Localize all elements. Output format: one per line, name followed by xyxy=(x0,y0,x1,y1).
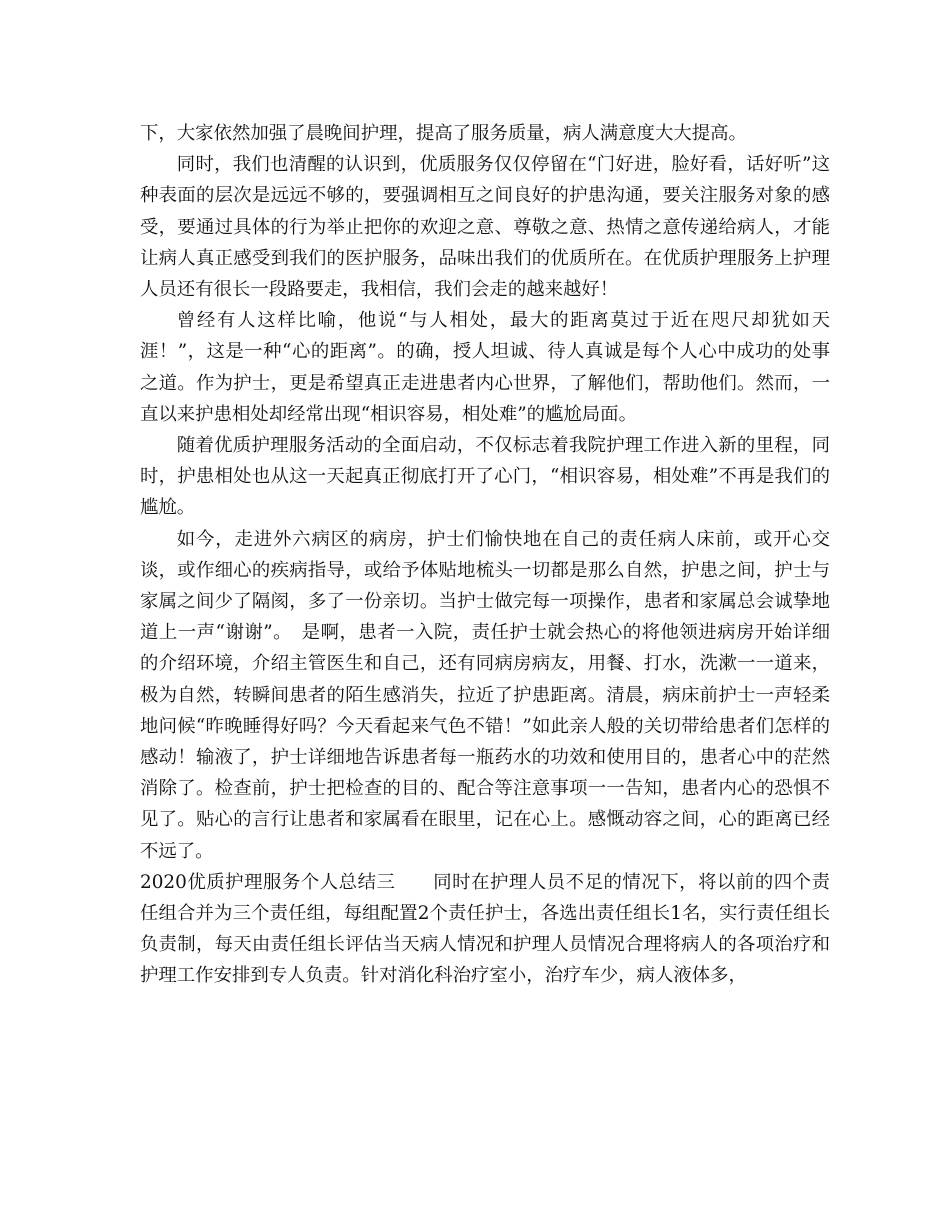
paragraph-3: 曾经有人这样比喻，他说“与人相处，最大的距离莫过于近在咫尺却犹如天涯！”，这是一种“心的距离”。的确，授人坦诚、待人真诚是每个人心中成功的处事之道。作为护士，更是希望真正走进患者内心世界，了解他们，帮助他们。然而，一直以来护患相处却经常出现“相识容易，相处难”的尴尬局面。 xyxy=(140,310,830,425)
paragraph-1: 下，大家依然加强了晨晚间护理，提高了服务质量，病人满意度大大提高。 xyxy=(140,123,747,144)
paragraph-2: 同时，我们也清醒的认识到，优质服务仅仅停留在“门好进，脸好看，话好听”这种表面的层次是远远不够的，要强调相互之间良好的护患沟通，要关注服务对象的感受，要通过具体的行为举止把你的欢迎之意、尊敬之意、热情之意传递给病人，才能让病人真正感受到我们的医护服务，品味出我们的优质所在。在优质护理服务上护理人员还有很长一段路要走，我相信，我们会走的越来越好！ xyxy=(140,154,830,301)
paragraph-6: 2020优质护理服务个人总结三 同时在护理人员不足的情况下，将以前的四个责任组合并为三个责任组，每组配置2个责任护士，各选出责任组长1名，实行责任组长负责制，每天由责任组长评估当天病人情况和护理人员情况合理将病人的各项治疗和护理工作安排到专人负责。针对消化科治疗室小，治疗车少，病人液体多， xyxy=(140,871,830,987)
paragraph-4: 随着优质护理服务活动的全面启动，不仅标志着我院护理工作进入新的里程，同时，护患相处也从这一天起真正彻底打开了心门，“相识容易，相处难”不再是我们的尴尬。 xyxy=(140,435,830,519)
body-text xyxy=(140,118,830,992)
paragraph-5: 如今，走进外六病区的病房，护士们愉快地在自己的责任病人床前，或开心交谈，或作细心的疾病指导，或给予体贴地梳头一切都是那么自然，护患之间，护士与家属之间少了隔阂，多了一份亲切。当护士做完每一项操作，患者和家属总会诚挚地道上一声“谢谢”。 是啊，患者一入院，责任护士就会热心的将他领进病房开始详细的介绍环境，介绍主管医生和自己，还有同病房病友，用餐、打水，洗漱一一道来，极为自然，转瞬间患者的陌生感消失，拉近了护患距离。清晨，病床前护士一声轻柔地问候“昨晚睡得好吗？今天看起来气色不错！”如此亲人般的关切带给患者们怎样的感动！输液了，护士详细地告诉患者每一瓶药水的功效和使用目的，患者心中的茫然消除了。检查前，护士把检查的目的、配合等注意事项一一告知，患者内心的恐惧不见了。贴心的言行让患者和家属看在眼里，记在心上。感慨动容之间，心的距离已经不远了。 xyxy=(140,528,830,862)
